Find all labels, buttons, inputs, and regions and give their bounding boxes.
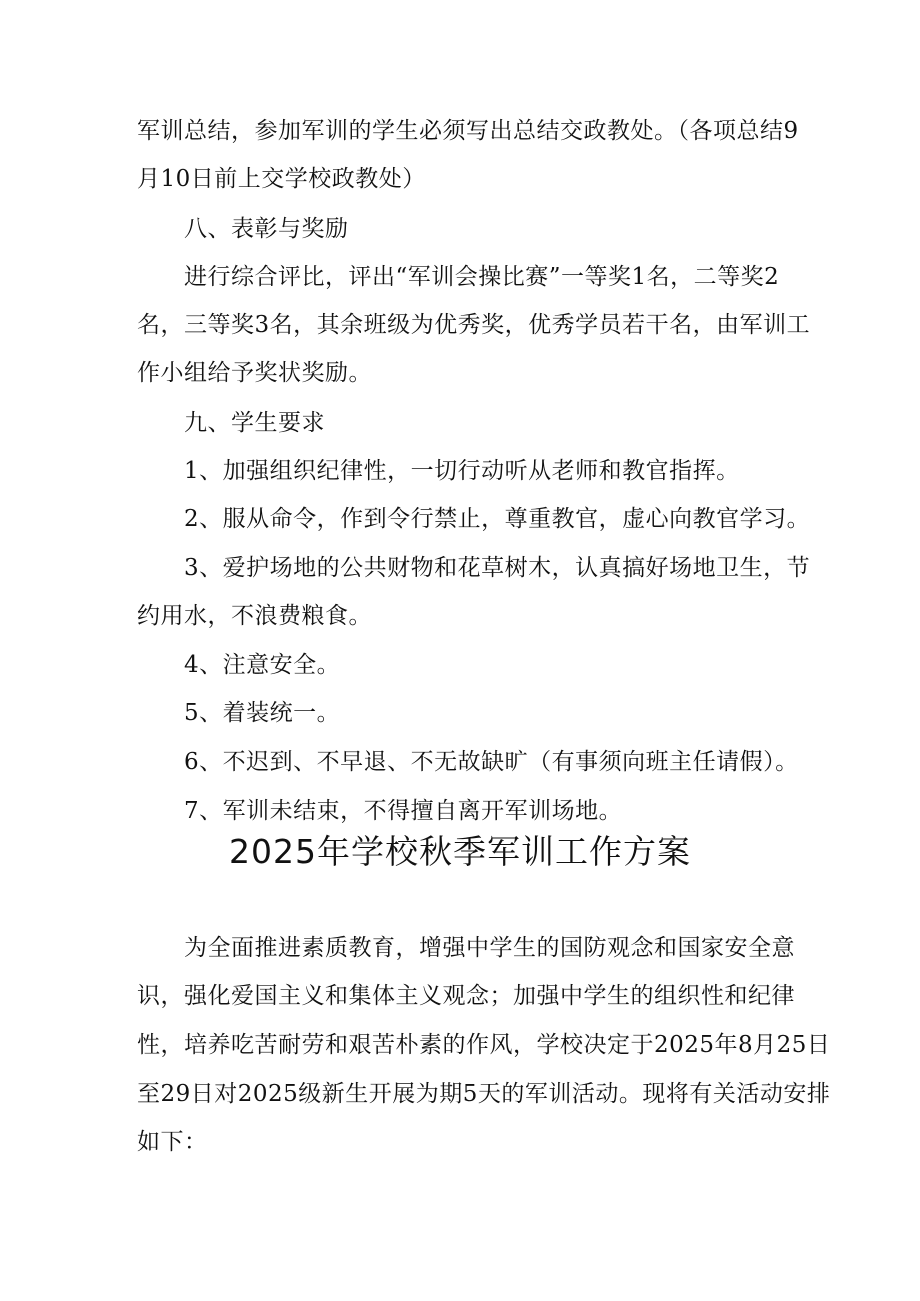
intro-line-4: 至29日对2025级新生开展为期5天的军训活动。现将有关活动安排 xyxy=(137,1081,831,1107)
intro-line-3: 性，培养吃苦耐劳和艰苦朴素的作风，学校决定于2025年8月25日 xyxy=(137,1032,831,1058)
requirement-item-5: 5、着装统一。 xyxy=(184,700,341,726)
requirement-item-3: 3、爱护场地的公共财物和花草树木，认真搞好场地卫生，节 xyxy=(184,555,811,581)
requirement-item-7: 7、军训未结束，不得擅自离开军训场地。 xyxy=(184,798,623,824)
summary-line-2: 月10日前上交学校政教处） xyxy=(137,166,426,192)
section8-line-1: 进行综合评比，评出“军训会操比赛”一等奖1名，二等奖2 xyxy=(184,264,780,290)
section9-heading: 九、学生要求 xyxy=(184,410,325,436)
intro-line-5: 如下： xyxy=(137,1129,208,1155)
intro-line-1: 为全面推进素质教育，增强中学生的国防观念和国家安全意 xyxy=(184,935,795,961)
requirement-item-6: 6、不迟到、不早退、不无故缺旷（有事须向班主任请假）。 xyxy=(184,749,799,775)
section8-line-2: 名，三等奖3名，其余班级为优秀奖，优秀学员若干名，由军训工 xyxy=(137,312,811,338)
requirement-item-2: 2、服从命令，作到令行禁止，尊重教官，虚心向教官学习。 xyxy=(184,506,811,532)
section8-line-3: 作小组给予奖状奖励。 xyxy=(137,360,372,386)
document-title: 2025年学校秋季军训工作方案 xyxy=(229,832,691,871)
requirement-item-1: 1、加强组织纪律性，一切行动听从老师和教官指挥。 xyxy=(184,458,740,484)
summary-line-1: 军训总结，参加军训的学生必须写出总结交政教处。（各项总结9 xyxy=(137,118,799,144)
requirement-item-4: 4、注意安全。 xyxy=(184,652,341,678)
section8-heading: 八、表彰与奖励 xyxy=(184,216,349,242)
requirement-item-3-cont: 约用水，不浪费粮食。 xyxy=(137,603,372,629)
intro-line-2: 识，强化爱国主义和集体主义观念；加强中学生的组织性和纪律 xyxy=(137,983,795,1009)
